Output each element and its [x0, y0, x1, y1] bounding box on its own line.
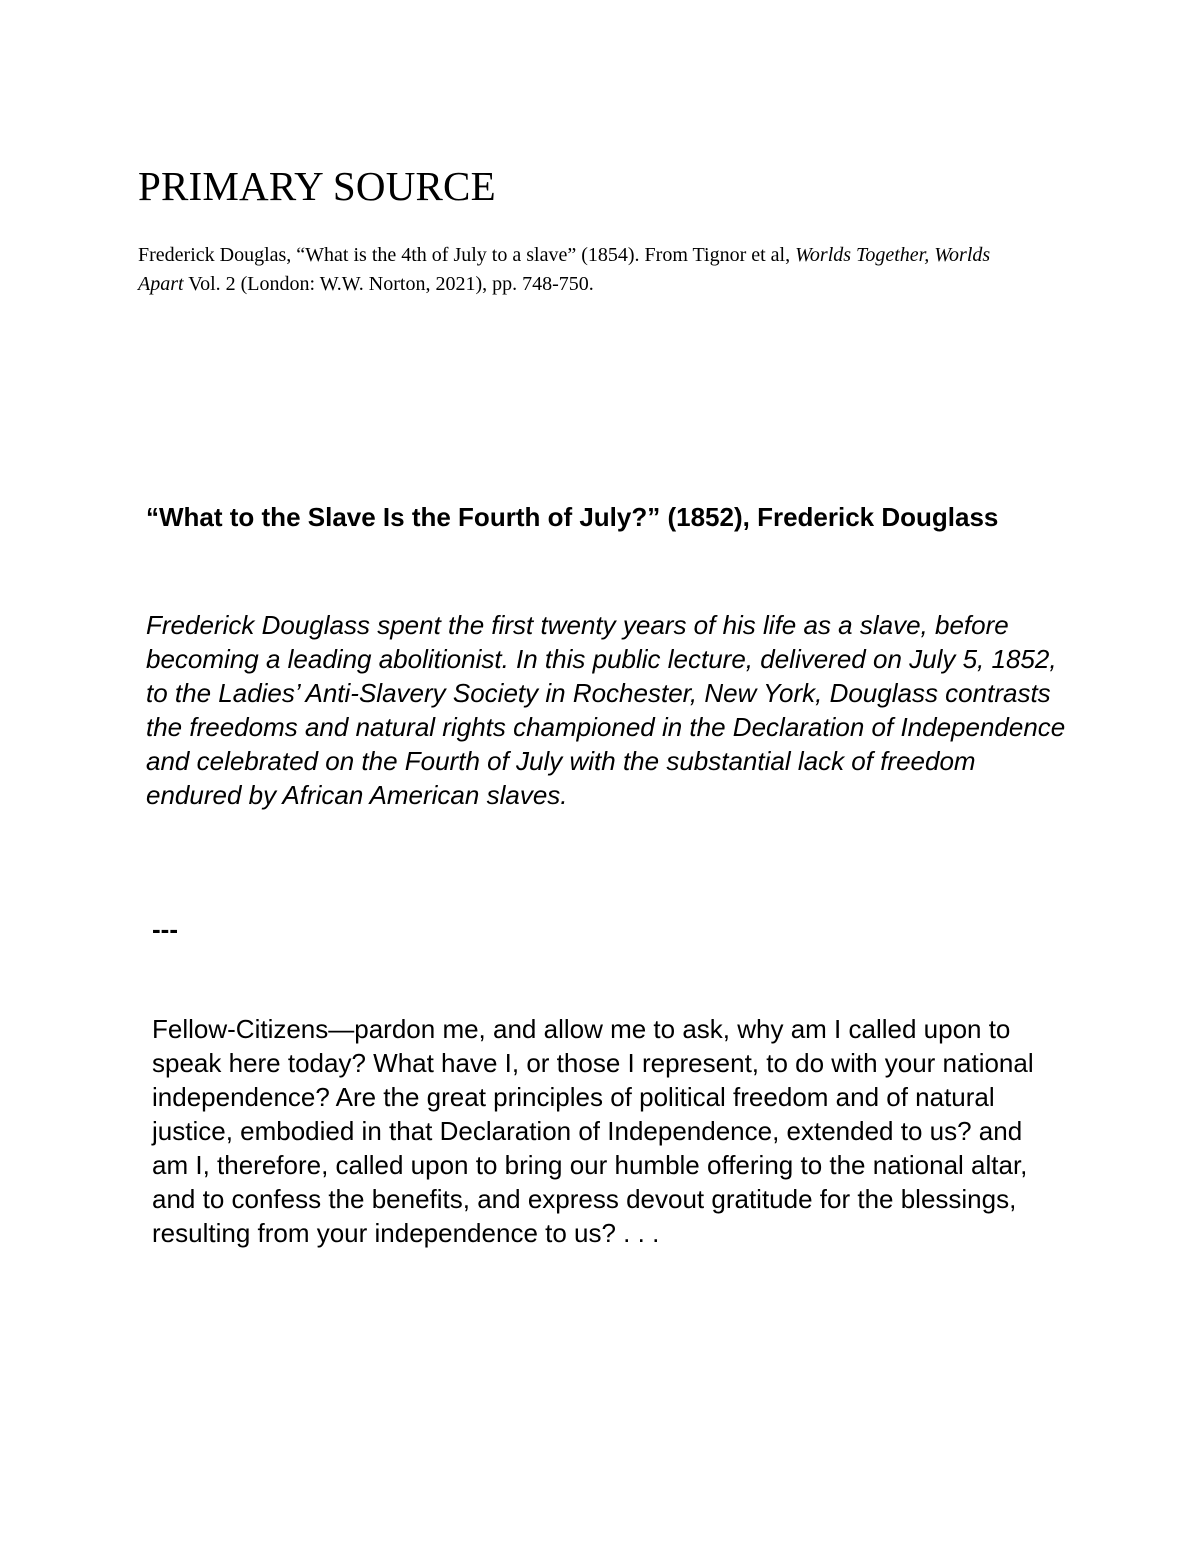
citation-book-title: Worlds Together, Worlds Apart [138, 244, 991, 295]
citation-text-after: Vol. 2 (London: W.W. Norton, 2021), pp. 748-750. [183, 273, 594, 295]
section-separator: --- [152, 914, 178, 944]
excerpt-heading: “What to the Slave Is the Fourth of July?” (1852), Frederick Douglass [146, 502, 999, 532]
source-citation [138, 241, 1038, 299]
citation-text-before: Frederick Douglas, “What is the 4th of July to a slave” (1854). From Tignor et al, [138, 244, 796, 266]
excerpt-introduction: Frederick Douglass spent the first twenty years of his life as a slave, before becoming a leading abolitionist. In this public lecture, delivered on July 5, 1852, to the Ladies’ Anti-Slavery Society in Rochester, New York, Douglass contrasts the freedoms and natural rights championed in the Declaration of Independence and celebrated on the Fourth of July with the substantial lack of freedom endured by African American slaves. [146, 610, 1066, 810]
speech-excerpt: Fellow-Citizens—pardon me, and allow me to ask, why am I called upon to speak here today? What have I, or those I represent, to do with your national independence? Are the great principles of political freedom and of natural justice, embodied in that Declaration of Independence, extended to us? and am I, therefore, called upon to bring our humble offering to the national altar, and to confess the benefits, and express devout gratitude for the blessings, resulting from your independence to us? . . . [152, 1014, 1034, 1248]
page-title: PRIMARY SOURCE [138, 163, 496, 209]
